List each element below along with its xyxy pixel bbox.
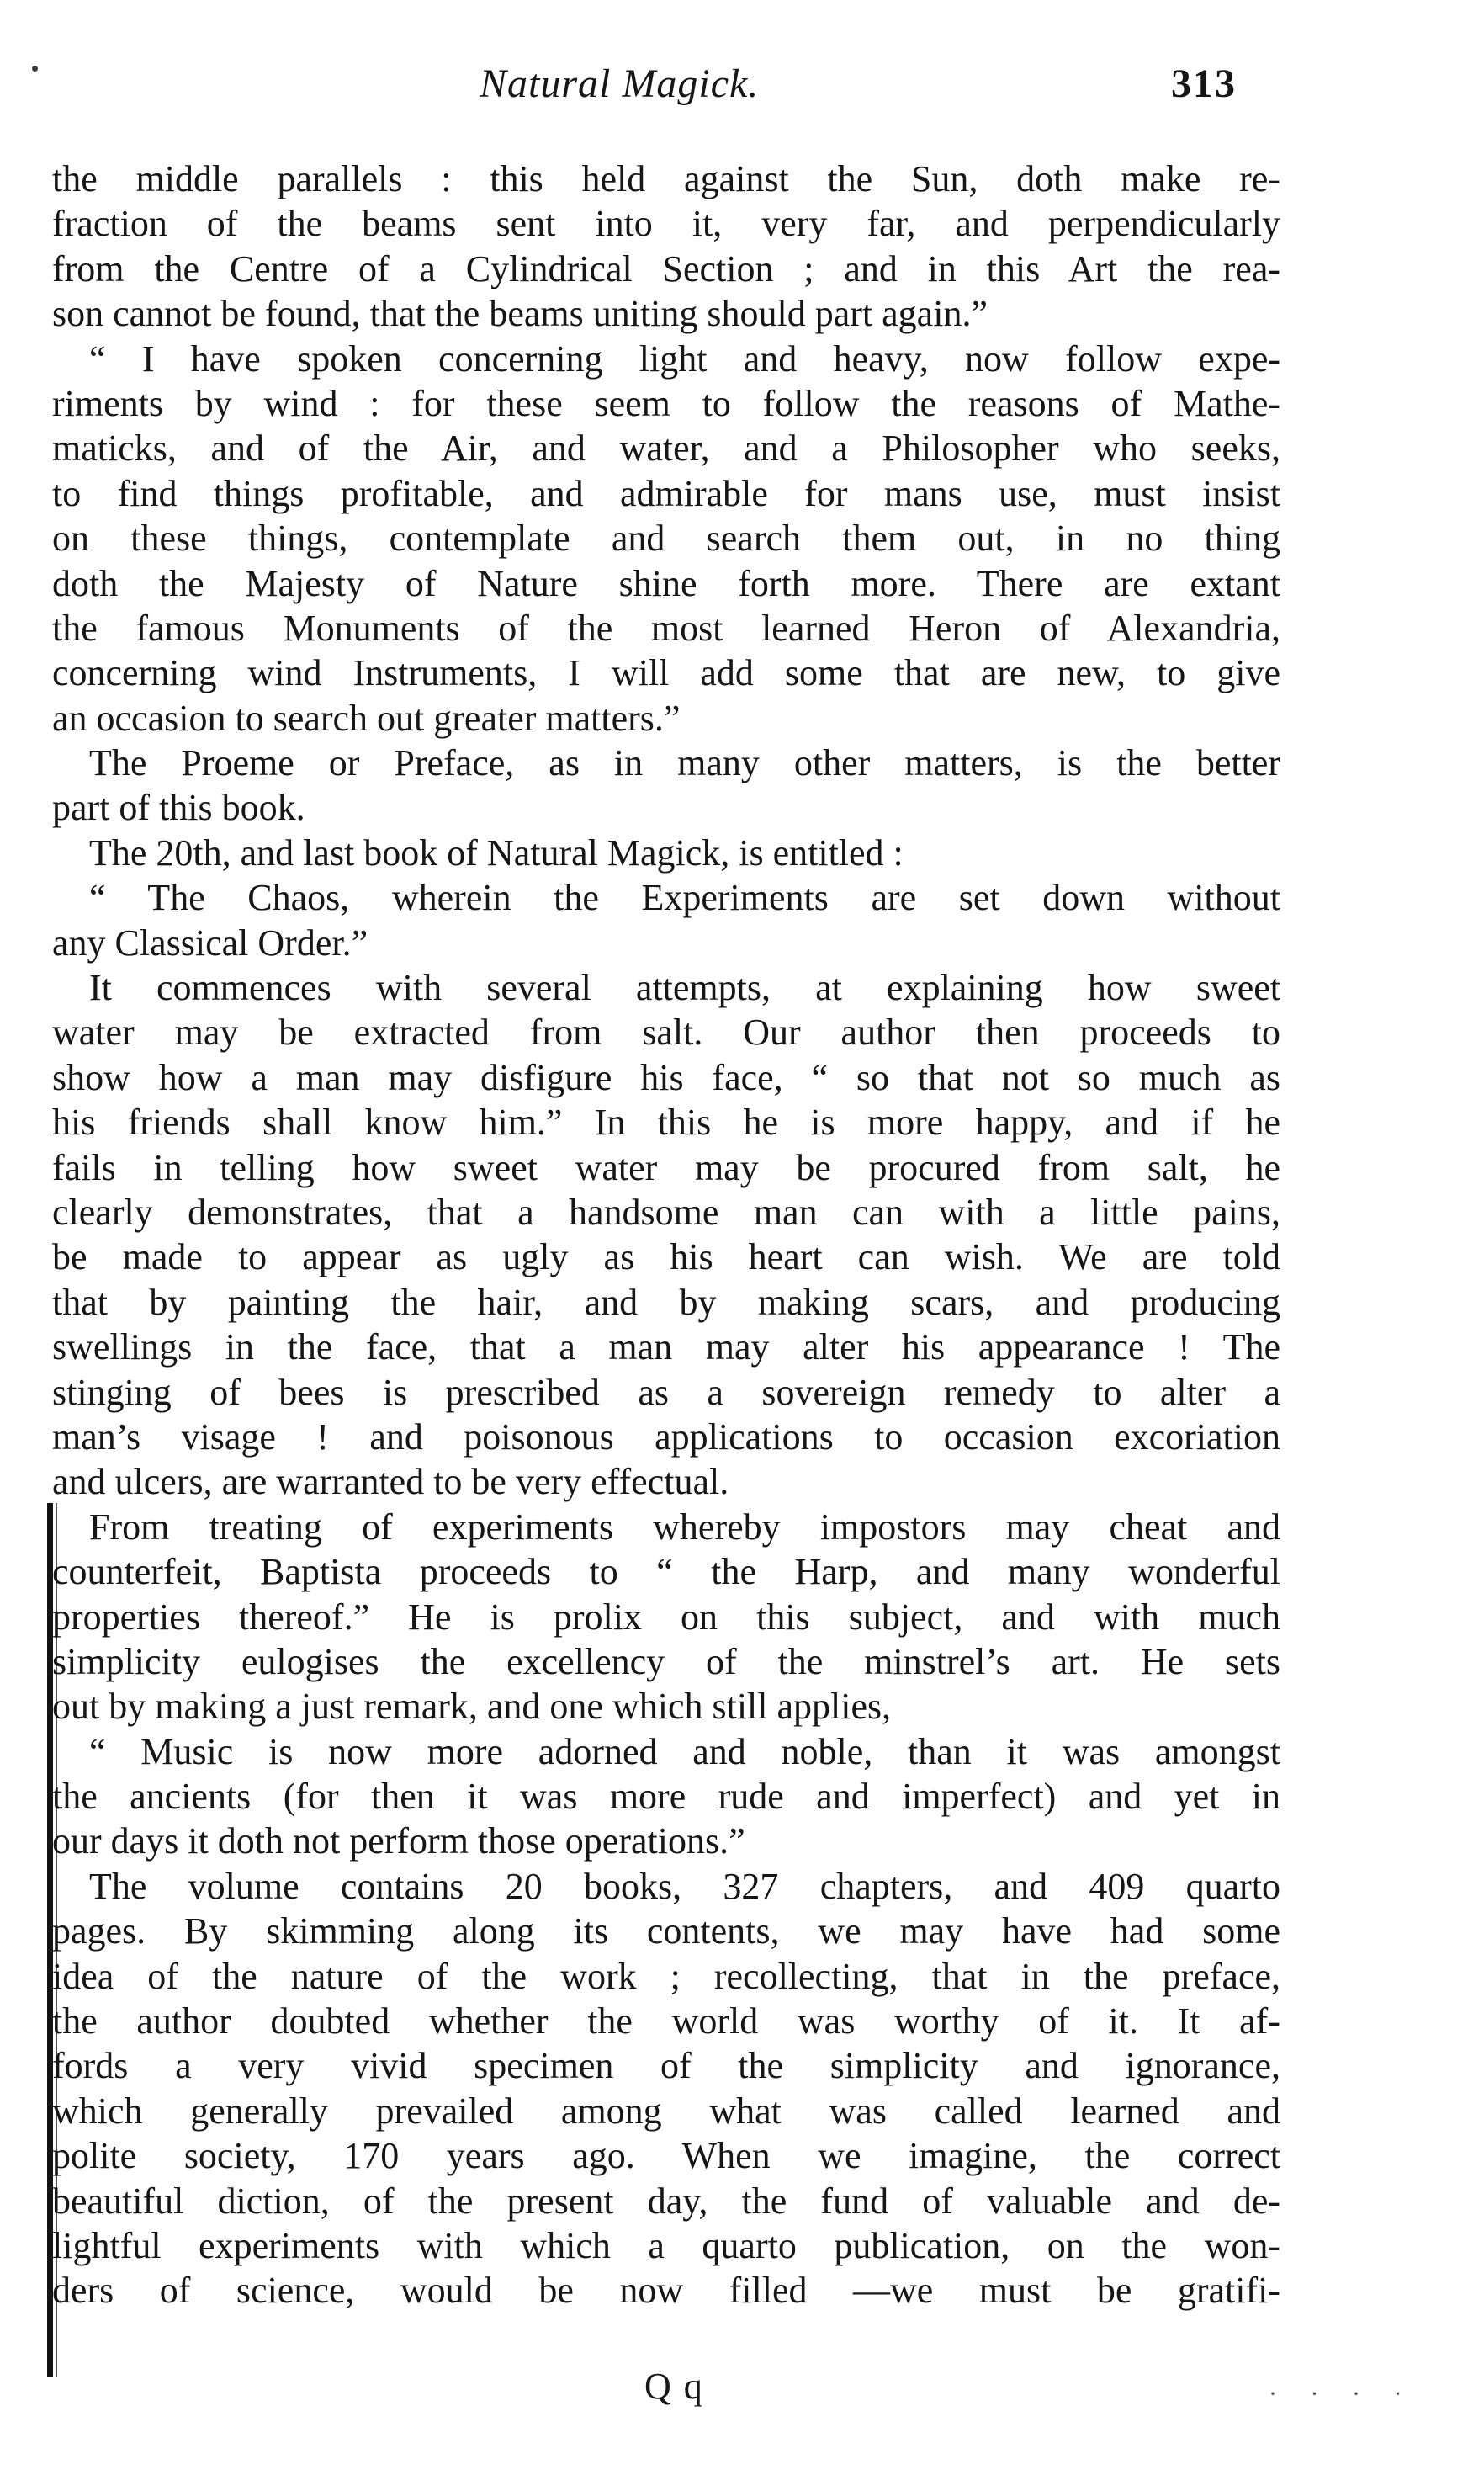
running-header-title: Natural Magick. — [480, 61, 760, 106]
text-line: concerning wind Instruments, I will add some that are new, to give — [52, 652, 1280, 694]
text-line: “ Music is now more adorned and noble, than it was amongst — [89, 1730, 1280, 1772]
page-number: 313 — [1171, 61, 1237, 106]
text-line: fails in telling how sweet water may be procured from salt, he — [52, 1146, 1280, 1188]
text-line: The volume contains 20 books, 327 chapters, and 409 quarto — [89, 1865, 1280, 1907]
text-line: ders of science, would be now filled —we must be gratifi- — [52, 2270, 1280, 2312]
text-line: his friends shall know him.” In this he is more happy, and if he — [52, 1102, 1280, 1144]
text-line: water may be extracted from salt. Our author then proceeds to — [52, 1012, 1280, 1054]
text-line: the ancients (for then it was more rude and imperfect) and yet in — [52, 1776, 1280, 1818]
text-line: to find things profitable, and admirable for mans use, must insist — [52, 472, 1280, 514]
text-line: riments by wind : for these seem to follow the reasons of Mathe- — [52, 382, 1280, 424]
text-line: clearly demonstrates, that a handsome man can with a little pains, — [52, 1191, 1280, 1233]
text-line: fords a very vivid specimen of the simplicity and ignorance, — [52, 2045, 1280, 2087]
text-line: which generally prevailed among what was called learned and — [52, 2090, 1280, 2132]
text-line: our days it doth not perform those operations.” — [52, 1820, 745, 1862]
text-line: the author doubted whether the world was worthy of it. It af- — [52, 2000, 1280, 2042]
text-line: stinging of bees is prescribed as a sovereign remedy to alter a — [52, 1371, 1280, 1413]
text-line: The Proeme or Preface, as in many other matters, is the better — [89, 742, 1280, 784]
text-line: man’s visage ! and poisonous applications to occasion excoriation — [52, 1415, 1280, 1458]
text-line: polite society, 170 years ago. When we imagine, the correct — [52, 2135, 1280, 2177]
text-line: “ The Chaos, wherein the Experiments are set down without — [89, 877, 1280, 919]
text-line: fraction of the beams sent into it, very far, and perpendicularly — [52, 203, 1280, 245]
text-line: an occasion to search out greater matters.” — [52, 697, 681, 739]
text-line: beautiful diction, of the present day, the fund of valuable and de- — [52, 2180, 1280, 2222]
text-line: From treating of experiments whereby impostors may cheat and — [89, 1506, 1280, 1548]
text-line: the famous Monuments of the most learned Heron of Alexandria, — [52, 607, 1280, 649]
text-line: counterfeit, Baptista proceeds to “ the Harp, and many wonderful — [52, 1551, 1280, 1593]
text-line: It commences with several attempts, at explaining how sweet — [89, 967, 1280, 1009]
text-line: properties thereof.” He is prolix on this subject, and with much — [52, 1596, 1280, 1638]
text-line: doth the Majesty of Nature shine forth more. There are extant — [52, 562, 1280, 604]
ink-speck — [32, 66, 38, 72]
text-line: the middle parallels : this held against the Sun, doth make re- — [52, 158, 1280, 199]
text-line: any Classical Order.” — [52, 921, 368, 964]
text-line: swellings in the face, that a man may alter his appearance ! The — [52, 1326, 1280, 1368]
text-line: simplicity eulogises the excellency of the minstrel’s art. He sets — [52, 1640, 1280, 1682]
text-line: idea of the nature of the work ; recollecting, that in the preface, — [52, 1955, 1280, 1997]
text-line: The 20th, and last book of Natural Magick, is entitled : — [89, 831, 904, 874]
text-line: on these things, contemplate and search them out, in no thing — [52, 518, 1280, 560]
text-line: pages. By skimming along its contents, we may have had some — [52, 1910, 1280, 1952]
signature-mark: Q q — [644, 2366, 704, 2407]
text-line: maticks, and of the Air, and water, and a Philosopher who seeks, — [52, 428, 1280, 470]
text-line: “ I have spoken concerning light and heavy, now follow expe- — [89, 337, 1280, 380]
text-line: part of this book. — [52, 787, 305, 829]
text-line: be made to appear as ugly as his heart can wish. We are told — [52, 1236, 1280, 1278]
footer-dots: · · · · — [1269, 2380, 1416, 2408]
text-line: that by painting the hair, and by making scars, and producing — [52, 1281, 1280, 1323]
text-line: lightful experiments with which a quarto publication, on the won- — [52, 2224, 1280, 2266]
text-line: out by making a just remark, and one which still applies, — [52, 1686, 892, 1728]
text-line: from the Centre of a Cylindrical Section ; and in this Art the rea- — [52, 247, 1280, 289]
body-text — [52, 157, 1280, 2313]
text-line: son cannot be found, that the beams uniting should part again.” — [52, 293, 988, 335]
text-line: and ulcers, are warranted to be very effectual. — [52, 1461, 729, 1503]
text-line: show how a man may disfigure his face, “ so that not so much as — [52, 1056, 1280, 1098]
